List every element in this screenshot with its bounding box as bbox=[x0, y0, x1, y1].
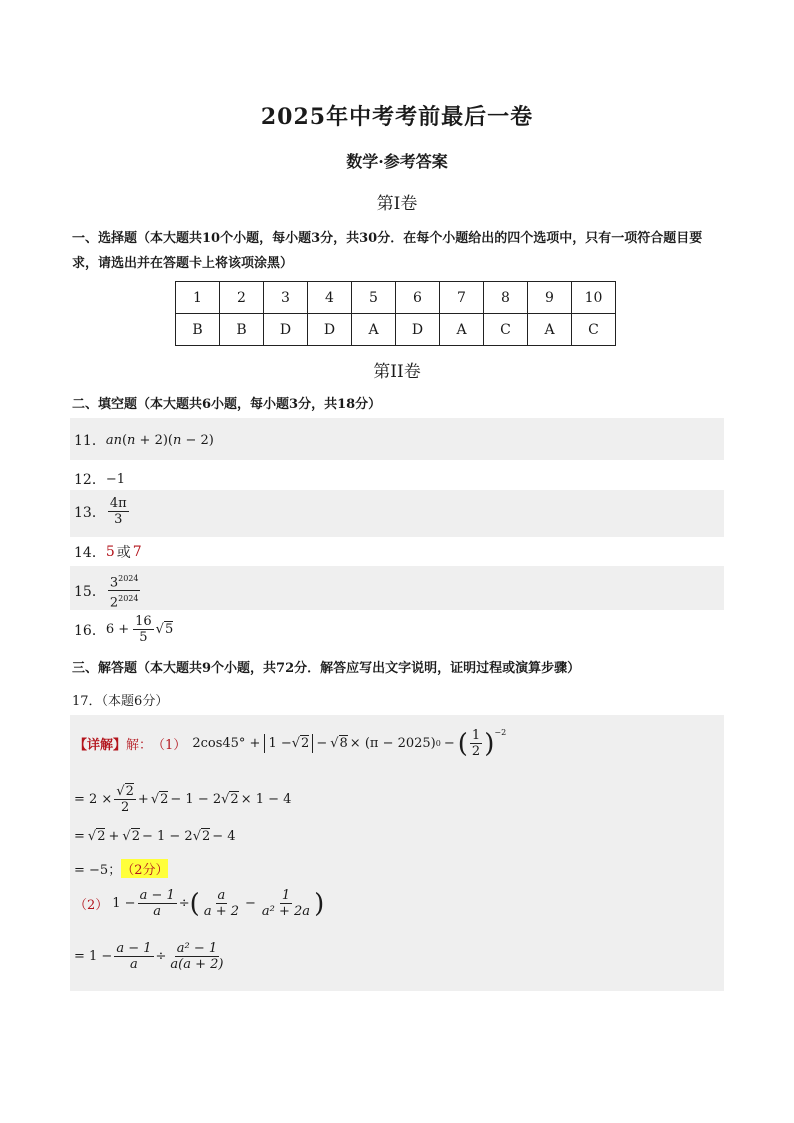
expr-part: = bbox=[74, 829, 85, 844]
solution-line-6 bbox=[74, 941, 228, 972]
exponent: 0 bbox=[435, 739, 441, 748]
expr-part: ÷ bbox=[155, 949, 167, 964]
solution-line-1: 【详解】 解： （1） 2cos45° + 1 −√2 − √8 × (π − 2025) 0 − ( $\frac{1}{2}$ ) $^{-2}$ bbox=[74, 728, 507, 759]
radicand: 2 bbox=[160, 792, 169, 807]
fraction bbox=[470, 728, 482, 759]
question-number: 3 bbox=[264, 282, 308, 314]
section3-heading: 三、解答题（本大题共9个小题，共72分．解答应写出文字说明，证明过程或演算步骤） bbox=[72, 661, 581, 676]
answer-11 bbox=[74, 430, 214, 450]
expr-part: an bbox=[105, 432, 122, 448]
base: 2 bbox=[109, 595, 119, 611]
question-number: 2 bbox=[220, 282, 264, 314]
answer-14 bbox=[74, 542, 142, 562]
denominator: a² + 2a bbox=[261, 904, 311, 919]
numerator: 1 bbox=[281, 888, 291, 903]
expr-part: − bbox=[443, 736, 455, 751]
expr-part: 1 − bbox=[112, 896, 136, 911]
fraction: $\frac{√2}{2}$ bbox=[116, 784, 134, 815]
solution-line-4 bbox=[74, 859, 168, 878]
question-number: 5 bbox=[352, 282, 396, 314]
question-number: 4 bbox=[308, 282, 352, 314]
expr-part: − 1 − 2 bbox=[170, 792, 222, 807]
denominator: a + 2 bbox=[203, 904, 240, 919]
exponent: 2024 bbox=[118, 594, 139, 604]
volume-2-heading: 第II卷 bbox=[373, 362, 421, 382]
part-2-label: （2） bbox=[74, 898, 109, 913]
answer-15 bbox=[74, 571, 142, 611]
expr-part: = 2 × bbox=[74, 792, 113, 807]
score-badge: （2分） bbox=[121, 859, 168, 878]
numerator: 1 bbox=[471, 728, 481, 743]
answer-cell: D bbox=[396, 314, 440, 346]
denominator: 3 bbox=[114, 512, 123, 527]
solution-line-5: （2） 1 − $\frac{a - 1}{a}$ ÷ ( $\frac{a}{a + 2}$ − $\frac{1}{\text{a² + 2a}}$ ) bbox=[74, 888, 325, 919]
numerator: a² − 1 bbox=[176, 941, 218, 956]
radicand: 5 bbox=[164, 622, 174, 637]
expr-part: n bbox=[172, 432, 182, 448]
item-number: 13． bbox=[74, 504, 106, 521]
fraction bbox=[108, 496, 129, 527]
denominator bbox=[108, 591, 141, 610]
expr-part: + bbox=[108, 829, 120, 844]
fraction bbox=[138, 888, 177, 919]
expr-part: ÷ bbox=[178, 896, 190, 911]
exponent: 2024 bbox=[118, 574, 139, 583]
fraction bbox=[168, 941, 225, 972]
answer-cell: A bbox=[352, 314, 396, 346]
denominator: 2 bbox=[120, 800, 130, 815]
solution-line-2: = 2 × $\frac{√2}{2}$ + √2 − 1 − 2 √2 × 1 − 4 bbox=[74, 784, 292, 815]
expr-part: = 1 − bbox=[74, 949, 113, 964]
detail-label: 【详解】 bbox=[74, 738, 127, 753]
expr-part: + 2)( bbox=[135, 432, 173, 448]
answer-value: 7 bbox=[132, 544, 142, 560]
denominator: a bbox=[130, 957, 138, 972]
answer-cell: B bbox=[220, 314, 264, 346]
denominator: 5 bbox=[139, 630, 148, 645]
fraction bbox=[260, 888, 312, 919]
answer-expression bbox=[106, 433, 214, 448]
jie-label: 解： bbox=[126, 738, 153, 753]
denominator: 2 bbox=[471, 744, 481, 759]
question-17-label: 17．（本题6分） bbox=[72, 694, 169, 709]
fraction bbox=[114, 941, 153, 972]
expr-part: × 1 − 4 bbox=[240, 792, 292, 807]
numerator: a bbox=[217, 888, 226, 903]
expr-part: − 1 − 2 bbox=[141, 829, 193, 844]
answer-cell: D bbox=[308, 314, 352, 346]
radicand: 2 bbox=[202, 829, 211, 844]
answer-bg-15 bbox=[70, 566, 724, 610]
numerator: a − 1 bbox=[139, 888, 175, 903]
expr-part: n bbox=[127, 432, 136, 448]
expr-part: + bbox=[137, 792, 149, 807]
answer-value: 5 bbox=[105, 544, 115, 560]
radicand: 2 bbox=[97, 829, 106, 844]
expr-part: − 4 bbox=[212, 829, 236, 844]
denominator: a bbox=[153, 904, 162, 919]
answer-13 bbox=[74, 496, 131, 527]
question-number: 6 bbox=[396, 282, 440, 314]
expr-part: − 2) bbox=[181, 432, 214, 448]
answer-cell: B bbox=[176, 314, 220, 346]
answer-table-answer-row bbox=[176, 314, 616, 346]
part-1-label: （1） bbox=[152, 738, 187, 753]
question-number: 9 bbox=[528, 282, 572, 314]
numerator bbox=[108, 571, 141, 591]
answer-16: 16． 6 + $\frac{16}{5}$ √5 bbox=[74, 614, 174, 645]
exponent: −2 bbox=[494, 728, 507, 737]
radicand: 2 bbox=[125, 784, 134, 799]
radicand: 2 bbox=[230, 792, 239, 807]
expr-part: 6 + bbox=[105, 622, 130, 637]
item-number: 15． bbox=[74, 583, 106, 600]
numerator: 16 bbox=[135, 614, 152, 629]
answer-cell: D bbox=[264, 314, 308, 346]
question-number: 1 bbox=[176, 282, 220, 314]
base: 3 bbox=[109, 575, 119, 591]
fraction bbox=[108, 571, 141, 611]
numerator: a − 1 bbox=[116, 941, 152, 956]
denominator: a(a + 2) bbox=[170, 957, 224, 972]
item-number: 16． bbox=[74, 622, 106, 639]
volume-1-heading: 第Ⅰ卷 bbox=[376, 194, 418, 214]
answer-cell: A bbox=[440, 314, 484, 346]
question-number: 10 bbox=[572, 282, 616, 314]
numerator: 4π bbox=[109, 496, 127, 511]
answer-value: −1 bbox=[105, 471, 125, 487]
answer-bg-13 bbox=[70, 490, 724, 537]
answer-cell: C bbox=[572, 314, 616, 346]
answer-cell: C bbox=[484, 314, 528, 346]
page-title: 2025年中考考前最后一卷 bbox=[260, 104, 534, 130]
page-subtitle: 数学·参考答案 bbox=[346, 152, 448, 171]
expr-part: × (π − 2025) bbox=[349, 736, 436, 751]
expr-part: − bbox=[245, 896, 256, 911]
fraction bbox=[133, 614, 154, 645]
expr-part: ( bbox=[121, 432, 128, 448]
section1-heading: 一、选择题（本大题共10个小题，每小题3分，共30分．在每个小题给出的四个选项中，只有一项符合题目要求，请选出并在答题卡上将该项涂黑） bbox=[72, 231, 703, 271]
expr-part: 1 − bbox=[268, 736, 292, 751]
answer-12 bbox=[74, 469, 125, 489]
radicand: 8 bbox=[339, 736, 348, 751]
solution-line-3: = √2 + √2 − 1 − 2 √2 − 4 bbox=[74, 829, 236, 844]
radicand: 2 bbox=[131, 829, 140, 844]
item-number: 11． bbox=[74, 433, 106, 449]
section2-heading: 二、填空题（本大题共6小题，每小题3分，共18分） bbox=[72, 397, 382, 412]
radicand: 2 bbox=[301, 736, 310, 751]
question-number: 7 bbox=[440, 282, 484, 314]
item-number: 12． bbox=[74, 472, 106, 488]
expr-part: 2cos45° + bbox=[192, 736, 261, 751]
answer-connector: 或 bbox=[116, 545, 131, 561]
answer-cell: A bbox=[528, 314, 572, 346]
answer-table bbox=[175, 281, 616, 346]
fraction bbox=[202, 888, 241, 919]
expr-part: − bbox=[316, 736, 328, 751]
expr-part: = −5； bbox=[74, 863, 122, 878]
item-number: 14． bbox=[74, 545, 106, 561]
answer-table-number-row bbox=[176, 282, 616, 314]
question-number: 8 bbox=[484, 282, 528, 314]
